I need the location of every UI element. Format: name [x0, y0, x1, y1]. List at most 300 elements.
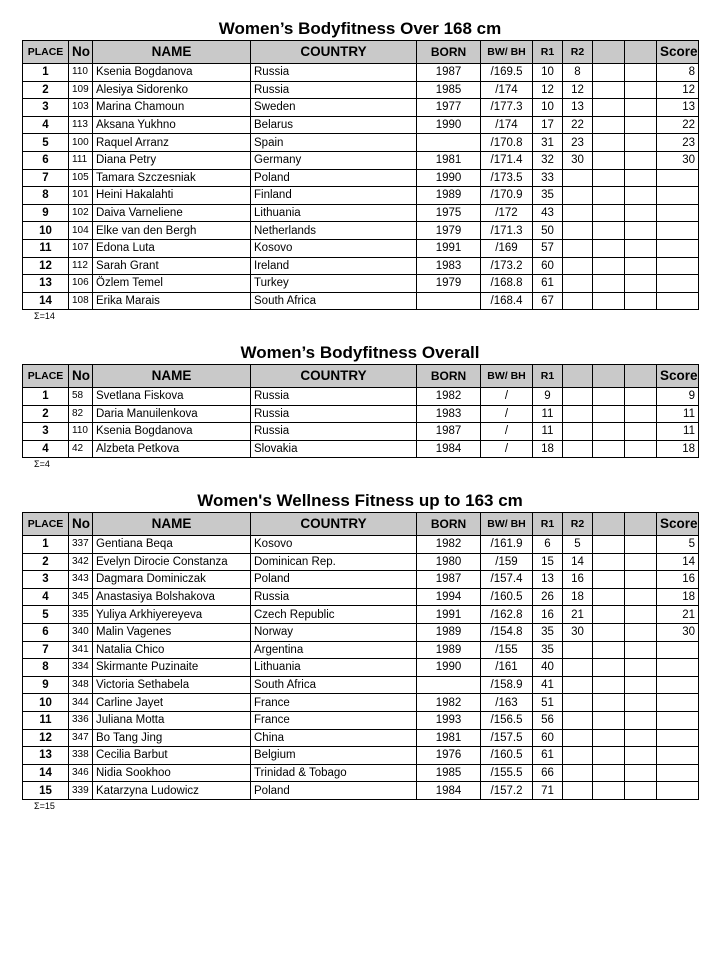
empty-cell	[625, 388, 657, 406]
cell-born: 1982	[417, 694, 481, 712]
cell-r2	[563, 187, 593, 205]
cell-r2	[563, 711, 593, 729]
cell-country: Czech Republic	[251, 606, 417, 624]
cell-r2: 23	[563, 134, 593, 152]
cell-bwbh: /157.2	[481, 782, 533, 800]
header-name: NAME	[93, 41, 251, 64]
cell-no: 109	[69, 81, 93, 99]
cell-bwbh: /173.2	[481, 257, 533, 275]
header-row	[23, 513, 699, 536]
cell-born: 1975	[417, 204, 481, 222]
cell-r1: 43	[533, 204, 563, 222]
cell-name: Alzbeta Petkova	[93, 440, 251, 458]
empty-cell	[625, 606, 657, 624]
section-title: Women's Wellness Fitness up to 163 cm	[197, 491, 523, 510]
cell-no: 111	[69, 151, 93, 169]
cell-country: Russia	[251, 588, 417, 606]
cell-score: 14	[657, 553, 699, 571]
cell-bwbh: /154.8	[481, 623, 533, 641]
cell-place: 9	[23, 204, 69, 222]
table-row	[23, 440, 699, 458]
header-place: PLACE	[23, 513, 69, 536]
empty-cell	[625, 423, 657, 441]
cell-country: Belarus	[251, 116, 417, 134]
cell-name: Cecilia Barbut	[93, 747, 251, 765]
cell-place: 10	[23, 222, 69, 240]
header-country: COUNTRY	[251, 513, 417, 536]
cell-bwbh: /155.5	[481, 764, 533, 782]
results-table	[22, 40, 699, 310]
cell-country: France	[251, 711, 417, 729]
header-empty-cell	[625, 513, 657, 536]
cell-country: Germany	[251, 151, 417, 169]
cell-country: France	[251, 694, 417, 712]
table-row	[23, 116, 699, 134]
empty-cell	[593, 606, 625, 624]
cell-name: Heini Hakalahti	[93, 187, 251, 205]
empty-cell	[593, 116, 625, 134]
cell-r2	[563, 641, 593, 659]
cell-born: 1989	[417, 623, 481, 641]
cell-r2	[563, 405, 593, 423]
cell-r2	[563, 676, 593, 694]
table-row	[23, 553, 699, 571]
cell-r2	[563, 747, 593, 765]
cell-born: 1979	[417, 222, 481, 240]
table-row	[23, 588, 699, 606]
table-row	[23, 623, 699, 641]
cell-bwbh: /171.4	[481, 151, 533, 169]
cell-place: 11	[23, 711, 69, 729]
header-bwbh: BW/ BH	[481, 513, 533, 536]
cell-name: Raquel Arranz	[93, 134, 251, 152]
cell-country: China	[251, 729, 417, 747]
cell-country: Sweden	[251, 99, 417, 117]
cell-born: 1989	[417, 641, 481, 659]
cell-no: 103	[69, 99, 93, 117]
cell-score: 8	[657, 64, 699, 82]
cell-born	[417, 134, 481, 152]
cell-country: Dominican Rep.	[251, 553, 417, 571]
cell-r2: 16	[563, 571, 593, 589]
table-row	[23, 134, 699, 152]
section-bodyfitness-overall	[22, 342, 698, 470]
header-empty-cell	[593, 365, 625, 388]
cell-country: Poland	[251, 169, 417, 187]
cell-born: 1990	[417, 659, 481, 677]
cell-r1: 61	[533, 275, 563, 293]
cell-no: 334	[69, 659, 93, 677]
empty-cell	[625, 204, 657, 222]
cell-no: 58	[69, 388, 93, 406]
cell-score	[657, 222, 699, 240]
cell-bwbh: /172	[481, 204, 533, 222]
cell-bwbh: /170.9	[481, 187, 533, 205]
cell-r1: 71	[533, 782, 563, 800]
cell-born: 1987	[417, 571, 481, 589]
empty-cell	[593, 388, 625, 406]
empty-cell	[625, 187, 657, 205]
header-r1: R1	[533, 365, 563, 388]
table-row	[23, 423, 699, 441]
empty-cell	[593, 623, 625, 641]
cell-r2: 8	[563, 64, 593, 82]
cell-place: 3	[23, 571, 69, 589]
cell-no: 106	[69, 275, 93, 293]
cell-born: 1987	[417, 423, 481, 441]
header-empty-cell	[625, 41, 657, 64]
cell-place: 8	[23, 187, 69, 205]
empty-cell	[625, 239, 657, 257]
header-empty-cell	[625, 365, 657, 388]
cell-r1: 12	[533, 81, 563, 99]
cell-place: 5	[23, 606, 69, 624]
table-row	[23, 99, 699, 117]
cell-place: 2	[23, 81, 69, 99]
cell-born: 1985	[417, 81, 481, 99]
section-title: Women’s Bodyfitness Overall	[240, 343, 480, 362]
cell-country: Russia	[251, 388, 417, 406]
cell-place: 2	[23, 405, 69, 423]
cell-born: 1991	[417, 606, 481, 624]
header-row	[23, 41, 699, 64]
cell-place: 8	[23, 659, 69, 677]
empty-cell	[625, 711, 657, 729]
empty-cell	[625, 764, 657, 782]
header-born: BORN	[417, 365, 481, 388]
cell-country: Lithuania	[251, 204, 417, 222]
empty-cell	[593, 239, 625, 257]
cell-born	[417, 292, 481, 310]
cell-r2: 13	[563, 99, 593, 117]
cell-no: 108	[69, 292, 93, 310]
cell-place: 12	[23, 257, 69, 275]
table-row	[23, 64, 699, 82]
cell-place: 1	[23, 64, 69, 82]
cell-bwbh: /	[481, 405, 533, 423]
cell-r2	[563, 729, 593, 747]
cell-place: 1	[23, 536, 69, 554]
cell-r1: 35	[533, 623, 563, 641]
cell-place: 4	[23, 440, 69, 458]
empty-cell	[593, 553, 625, 571]
table-row	[23, 204, 699, 222]
empty-cell	[593, 275, 625, 293]
cell-place: 14	[23, 764, 69, 782]
cell-name: Alesiya Sidorenko	[93, 81, 251, 99]
header-no: No	[69, 365, 93, 388]
cell-no: 102	[69, 204, 93, 222]
cell-name: Anastasiya Bolshakova	[93, 588, 251, 606]
cell-born: 1989	[417, 187, 481, 205]
empty-cell	[593, 405, 625, 423]
cell-r1: 17	[533, 116, 563, 134]
table-row	[23, 571, 699, 589]
cell-name: Tamara Szczesniak	[93, 169, 251, 187]
cell-r1: 13	[533, 571, 563, 589]
cell-no: 345	[69, 588, 93, 606]
table-row	[23, 729, 699, 747]
cell-r1: 40	[533, 659, 563, 677]
cell-born: 1981	[417, 151, 481, 169]
cell-no: 42	[69, 440, 93, 458]
table-row	[23, 187, 699, 205]
cell-no: 110	[69, 423, 93, 441]
cell-country: Norway	[251, 623, 417, 641]
cell-name: Svetlana Fiskova	[93, 388, 251, 406]
cell-no: 343	[69, 571, 93, 589]
cell-name: Evelyn Dirocie Constanza	[93, 553, 251, 571]
cell-bwbh: /168.4	[481, 292, 533, 310]
cell-r1: 35	[533, 187, 563, 205]
cell-r2	[563, 239, 593, 257]
cell-bwbh: /162.8	[481, 606, 533, 624]
cell-born: 1982	[417, 388, 481, 406]
empty-cell	[593, 134, 625, 152]
cell-score	[657, 764, 699, 782]
cell-born: 1994	[417, 588, 481, 606]
empty-cell	[593, 440, 625, 458]
cell-r1: 61	[533, 747, 563, 765]
table-row	[23, 222, 699, 240]
empty-cell	[593, 222, 625, 240]
cell-bwbh: /174	[481, 116, 533, 134]
table-row	[23, 169, 699, 187]
section-wellness-up-to-163	[22, 490, 698, 812]
cell-r2: 18	[563, 588, 593, 606]
cell-r2: 30	[563, 151, 593, 169]
header-place: PLACE	[23, 365, 69, 388]
cell-no: 341	[69, 641, 93, 659]
cell-bwbh: /161.9	[481, 536, 533, 554]
cell-bwbh: /157.5	[481, 729, 533, 747]
section-title: Women’s Bodyfitness Over 168 cm	[218, 19, 502, 38]
empty-cell	[625, 588, 657, 606]
cell-r1: 9	[533, 388, 563, 406]
cell-name: Malin Vagenes	[93, 623, 251, 641]
empty-cell	[625, 151, 657, 169]
cell-r2	[563, 204, 593, 222]
cell-country: Finland	[251, 187, 417, 205]
cell-born: 1977	[417, 99, 481, 117]
empty-cell	[593, 641, 625, 659]
cell-name: Ksenia Bogdanova	[93, 64, 251, 82]
cell-score: 11	[657, 405, 699, 423]
cell-country: South Africa	[251, 292, 417, 310]
cell-name: Dagmara Dominiczak	[93, 571, 251, 589]
cell-r2	[563, 782, 593, 800]
header-born: BORN	[417, 41, 481, 64]
empty-cell	[593, 571, 625, 589]
cell-born: 1984	[417, 440, 481, 458]
empty-cell	[593, 81, 625, 99]
cell-r1: 6	[533, 536, 563, 554]
cell-name: Katarzyna Ludowicz	[93, 782, 251, 800]
table-row	[23, 641, 699, 659]
cell-bwbh: /168.8	[481, 275, 533, 293]
cell-place: 5	[23, 134, 69, 152]
cell-score	[657, 257, 699, 275]
empty-cell	[593, 676, 625, 694]
cell-score: 13	[657, 99, 699, 117]
cell-r1: 32	[533, 151, 563, 169]
cell-score	[657, 169, 699, 187]
cell-no: 342	[69, 553, 93, 571]
cell-born: 1981	[417, 729, 481, 747]
cell-no: 335	[69, 606, 93, 624]
cell-country: Spain	[251, 134, 417, 152]
cell-no: 339	[69, 782, 93, 800]
cell-place: 4	[23, 116, 69, 134]
cell-name: Nidia Sookhoo	[93, 764, 251, 782]
cell-r1: 50	[533, 222, 563, 240]
cell-r2: 21	[563, 606, 593, 624]
cell-no: 112	[69, 257, 93, 275]
table-row	[23, 257, 699, 275]
cell-country: Slovakia	[251, 440, 417, 458]
table-row	[23, 292, 699, 310]
cell-score: 18	[657, 588, 699, 606]
cell-score	[657, 187, 699, 205]
cell-country: Kosovo	[251, 536, 417, 554]
cell-place: 4	[23, 588, 69, 606]
cell-r1: 18	[533, 440, 563, 458]
cell-country: Russia	[251, 81, 417, 99]
cell-r2	[563, 423, 593, 441]
empty-cell	[625, 641, 657, 659]
cell-place: 9	[23, 676, 69, 694]
cell-r1: 60	[533, 257, 563, 275]
empty-cell	[593, 257, 625, 275]
cell-no: 347	[69, 729, 93, 747]
cell-name: Natalia Chico	[93, 641, 251, 659]
cell-score	[657, 747, 699, 765]
cell-no: 340	[69, 623, 93, 641]
cell-no: 344	[69, 694, 93, 712]
cell-no: 100	[69, 134, 93, 152]
header-score: Score	[657, 513, 699, 536]
empty-cell	[625, 257, 657, 275]
empty-cell	[593, 694, 625, 712]
cell-place: 14	[23, 292, 69, 310]
cell-score	[657, 659, 699, 677]
cell-born: 1985	[417, 764, 481, 782]
empty-cell	[593, 64, 625, 82]
header-bwbh: BW/ BH	[481, 365, 533, 388]
empty-cell	[625, 275, 657, 293]
cell-place: 10	[23, 694, 69, 712]
cell-born: 1983	[417, 405, 481, 423]
cell-born	[417, 676, 481, 694]
cell-no: 101	[69, 187, 93, 205]
cell-r2: 22	[563, 116, 593, 134]
cell-name: Victoria Sethabela	[93, 676, 251, 694]
header-row	[23, 365, 699, 388]
cell-born: 1987	[417, 64, 481, 82]
cell-born: 1990	[417, 116, 481, 134]
cell-r1: 41	[533, 676, 563, 694]
cell-country: Russia	[251, 423, 417, 441]
cell-name: Elke van den Bergh	[93, 222, 251, 240]
cell-no: 110	[69, 64, 93, 82]
cell-name: Skirmante Puzinaite	[93, 659, 251, 677]
cell-bwbh: /169	[481, 239, 533, 257]
cell-no: 337	[69, 536, 93, 554]
cell-score: 16	[657, 571, 699, 589]
empty-cell	[625, 81, 657, 99]
header-country: COUNTRY	[251, 365, 417, 388]
table-row	[23, 239, 699, 257]
results-table	[22, 512, 699, 800]
cell-r2	[563, 275, 593, 293]
cell-r1: 57	[533, 239, 563, 257]
cell-bwbh: /163	[481, 694, 533, 712]
empty-cell	[625, 571, 657, 589]
header-r1: R1	[533, 41, 563, 64]
header-no: No	[69, 513, 93, 536]
empty-cell	[593, 782, 625, 800]
cell-bwbh: /170.8	[481, 134, 533, 152]
cell-place: 3	[23, 99, 69, 117]
header-score: Score	[657, 365, 699, 388]
header-country: COUNTRY	[251, 41, 417, 64]
header-r1: R1	[533, 513, 563, 536]
empty-cell	[625, 747, 657, 765]
header-no: No	[69, 41, 93, 64]
cell-r2	[563, 169, 593, 187]
empty-cell	[593, 204, 625, 222]
cell-r1: 11	[533, 423, 563, 441]
cell-name: Edona Luta	[93, 239, 251, 257]
cell-country: South Africa	[251, 676, 417, 694]
cell-score: 9	[657, 388, 699, 406]
cell-score	[657, 676, 699, 694]
table-row	[23, 782, 699, 800]
empty-cell	[593, 536, 625, 554]
cell-name: Daria Manuilenkova	[93, 405, 251, 423]
cell-no: 107	[69, 239, 93, 257]
table-row	[23, 747, 699, 765]
empty-cell	[625, 623, 657, 641]
cell-name: Gentiana Beqa	[93, 536, 251, 554]
cell-r1: 10	[533, 64, 563, 82]
header-place: PLACE	[23, 41, 69, 64]
cell-r2	[563, 694, 593, 712]
empty-cell	[625, 440, 657, 458]
cell-r1: 11	[533, 405, 563, 423]
cell-score: 30	[657, 151, 699, 169]
cell-bwbh: /	[481, 440, 533, 458]
empty-cell	[625, 729, 657, 747]
empty-cell	[625, 659, 657, 677]
cell-country: Trinidad & Tobago	[251, 764, 417, 782]
cell-r1: 26	[533, 588, 563, 606]
cell-score: 23	[657, 134, 699, 152]
cell-country: Lithuania	[251, 659, 417, 677]
header-empty-cell	[593, 41, 625, 64]
cell-no: 113	[69, 116, 93, 134]
cell-score	[657, 711, 699, 729]
empty-cell	[593, 99, 625, 117]
table-row	[23, 275, 699, 293]
cell-r2	[563, 222, 593, 240]
table-row	[23, 405, 699, 423]
cell-score: 21	[657, 606, 699, 624]
cell-bwbh: /155	[481, 641, 533, 659]
cell-no: 336	[69, 711, 93, 729]
empty-cell	[593, 764, 625, 782]
header-score: Score	[657, 41, 699, 64]
